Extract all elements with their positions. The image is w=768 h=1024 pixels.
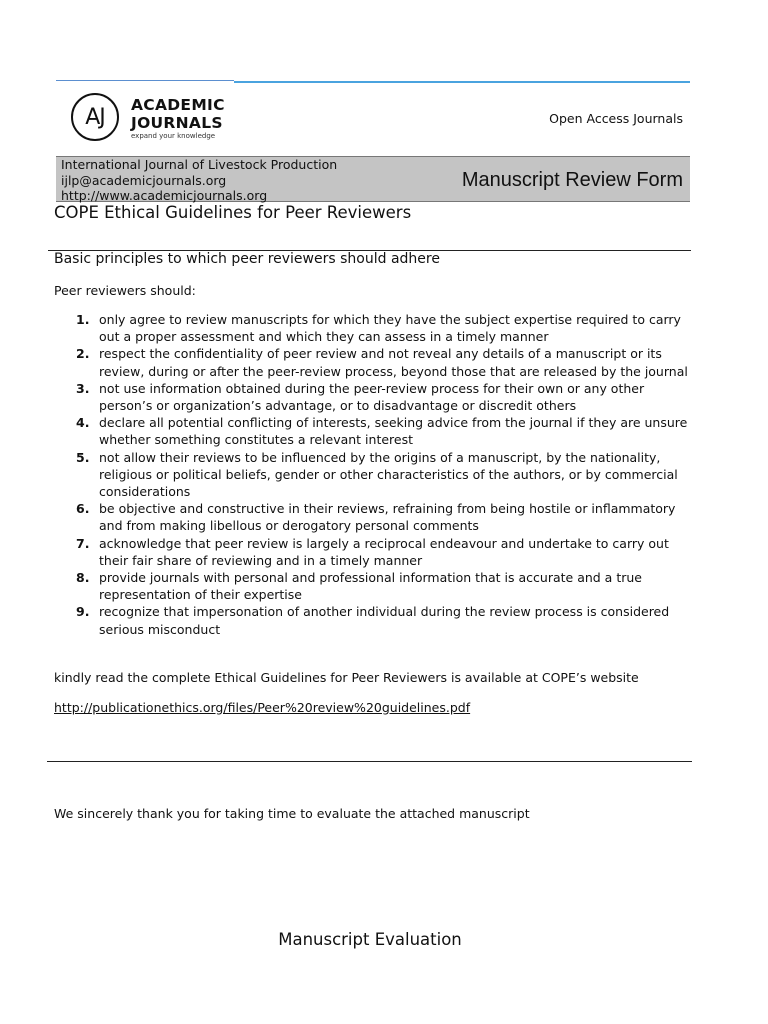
evaluation-heading: Manuscript Evaluation [278,930,462,949]
list-item [54,380,694,414]
item-text: acknowledge that peer review is largely a reciprocal endeavour and undertake to carry out their fair share of reviewing and in a timely manner [99,535,669,568]
list-intro: Peer reviewers should: [54,283,196,298]
read-more-text: kindly read the complete Ethical Guidelines for Peer Reviewers is available at COPE’s website [54,670,639,685]
aj-logo-icon: AJ [71,93,119,141]
header-rule-left [56,80,234,81]
item-number: 1. [76,312,90,327]
list-item [54,535,694,569]
open-access-label: Open Access Journals [549,111,683,126]
logo-line-academic: ACADEMIC [131,96,225,114]
item-text: not allow their reviews to be influenced by the origins of a manuscript, by the nationality, religious or political beliefs, gender or other characteristics of the authors, or by commercial considerations [99,449,678,500]
list-item [54,414,694,448]
journal-email[interactable]: ijlp@academicjournals.org [61,172,227,188]
item-text: declare all potential conflicting of interests, seeking advice from the journal if they are unsure whether something constitutes a relevant interest [99,415,688,448]
cope-guidelines-link[interactable]: http://publicationethics.org/files/Peer%20review%20guidelines.pdf [54,700,471,715]
divider [47,761,692,762]
section-subtitle: Basic principles to which peer reviewers should adhere [54,251,440,267]
journal-website[interactable]: http://www.academicjournals.org [61,188,268,203]
list-item [54,311,694,345]
form-title: Manuscript Review Form [461,169,683,191]
list-item [54,345,694,379]
item-number: 4. [76,415,90,431]
item-number: 3. [76,380,90,396]
list-item [54,449,694,501]
logo-tagline: expand your knowledge [131,132,216,140]
item-number: 5. [76,449,90,465]
item-number: 2. [76,346,90,362]
item-text: respect the confidentiality of peer review and not reveal any details of a manuscript or its review, during or after the peer-review process, beyond those that are released by the journal [99,346,688,379]
academic-journals-logo [71,93,231,149]
item-number: 7. [76,535,90,551]
list-item [54,603,694,637]
item-number: 6. [76,501,90,517]
thanks-text: We sincerely thank you for taking time to evaluate the attached manuscript [54,806,530,821]
item-text: be objective and constructive in their reviews, refraining from being hostile or inflammatory and from making libellous or derogatory personal comments [99,501,676,534]
item-text: not use information obtained during the peer-review process for their own or any other person’s or organization’s advantage, or to disadvantage or discredit others [99,380,645,414]
list-item [54,569,694,603]
journal-info-band [56,156,690,202]
page-title: COPE Ethical Guidelines for Peer Reviewers [54,203,412,222]
list-item [54,500,694,534]
item-text: recognize that impersonation of another individual during the review process is considered serious misconduct [99,604,670,637]
journal-name: International Journal of Livestock Production [61,157,338,172]
logo-line-journals: JOURNALS [131,114,223,132]
item-number: 8. [76,570,90,586]
guidelines-list [54,311,694,638]
item-text: only agree to review manuscripts for which they have the subject expertise required to carry out a proper assessment and which they can assess in a timely manner [99,312,681,345]
header-rule-right [234,81,690,83]
item-text: provide journals with personal and professional information that is accurate and a true representation of their expertise [99,570,642,603]
item-number: 9. [76,604,90,620]
